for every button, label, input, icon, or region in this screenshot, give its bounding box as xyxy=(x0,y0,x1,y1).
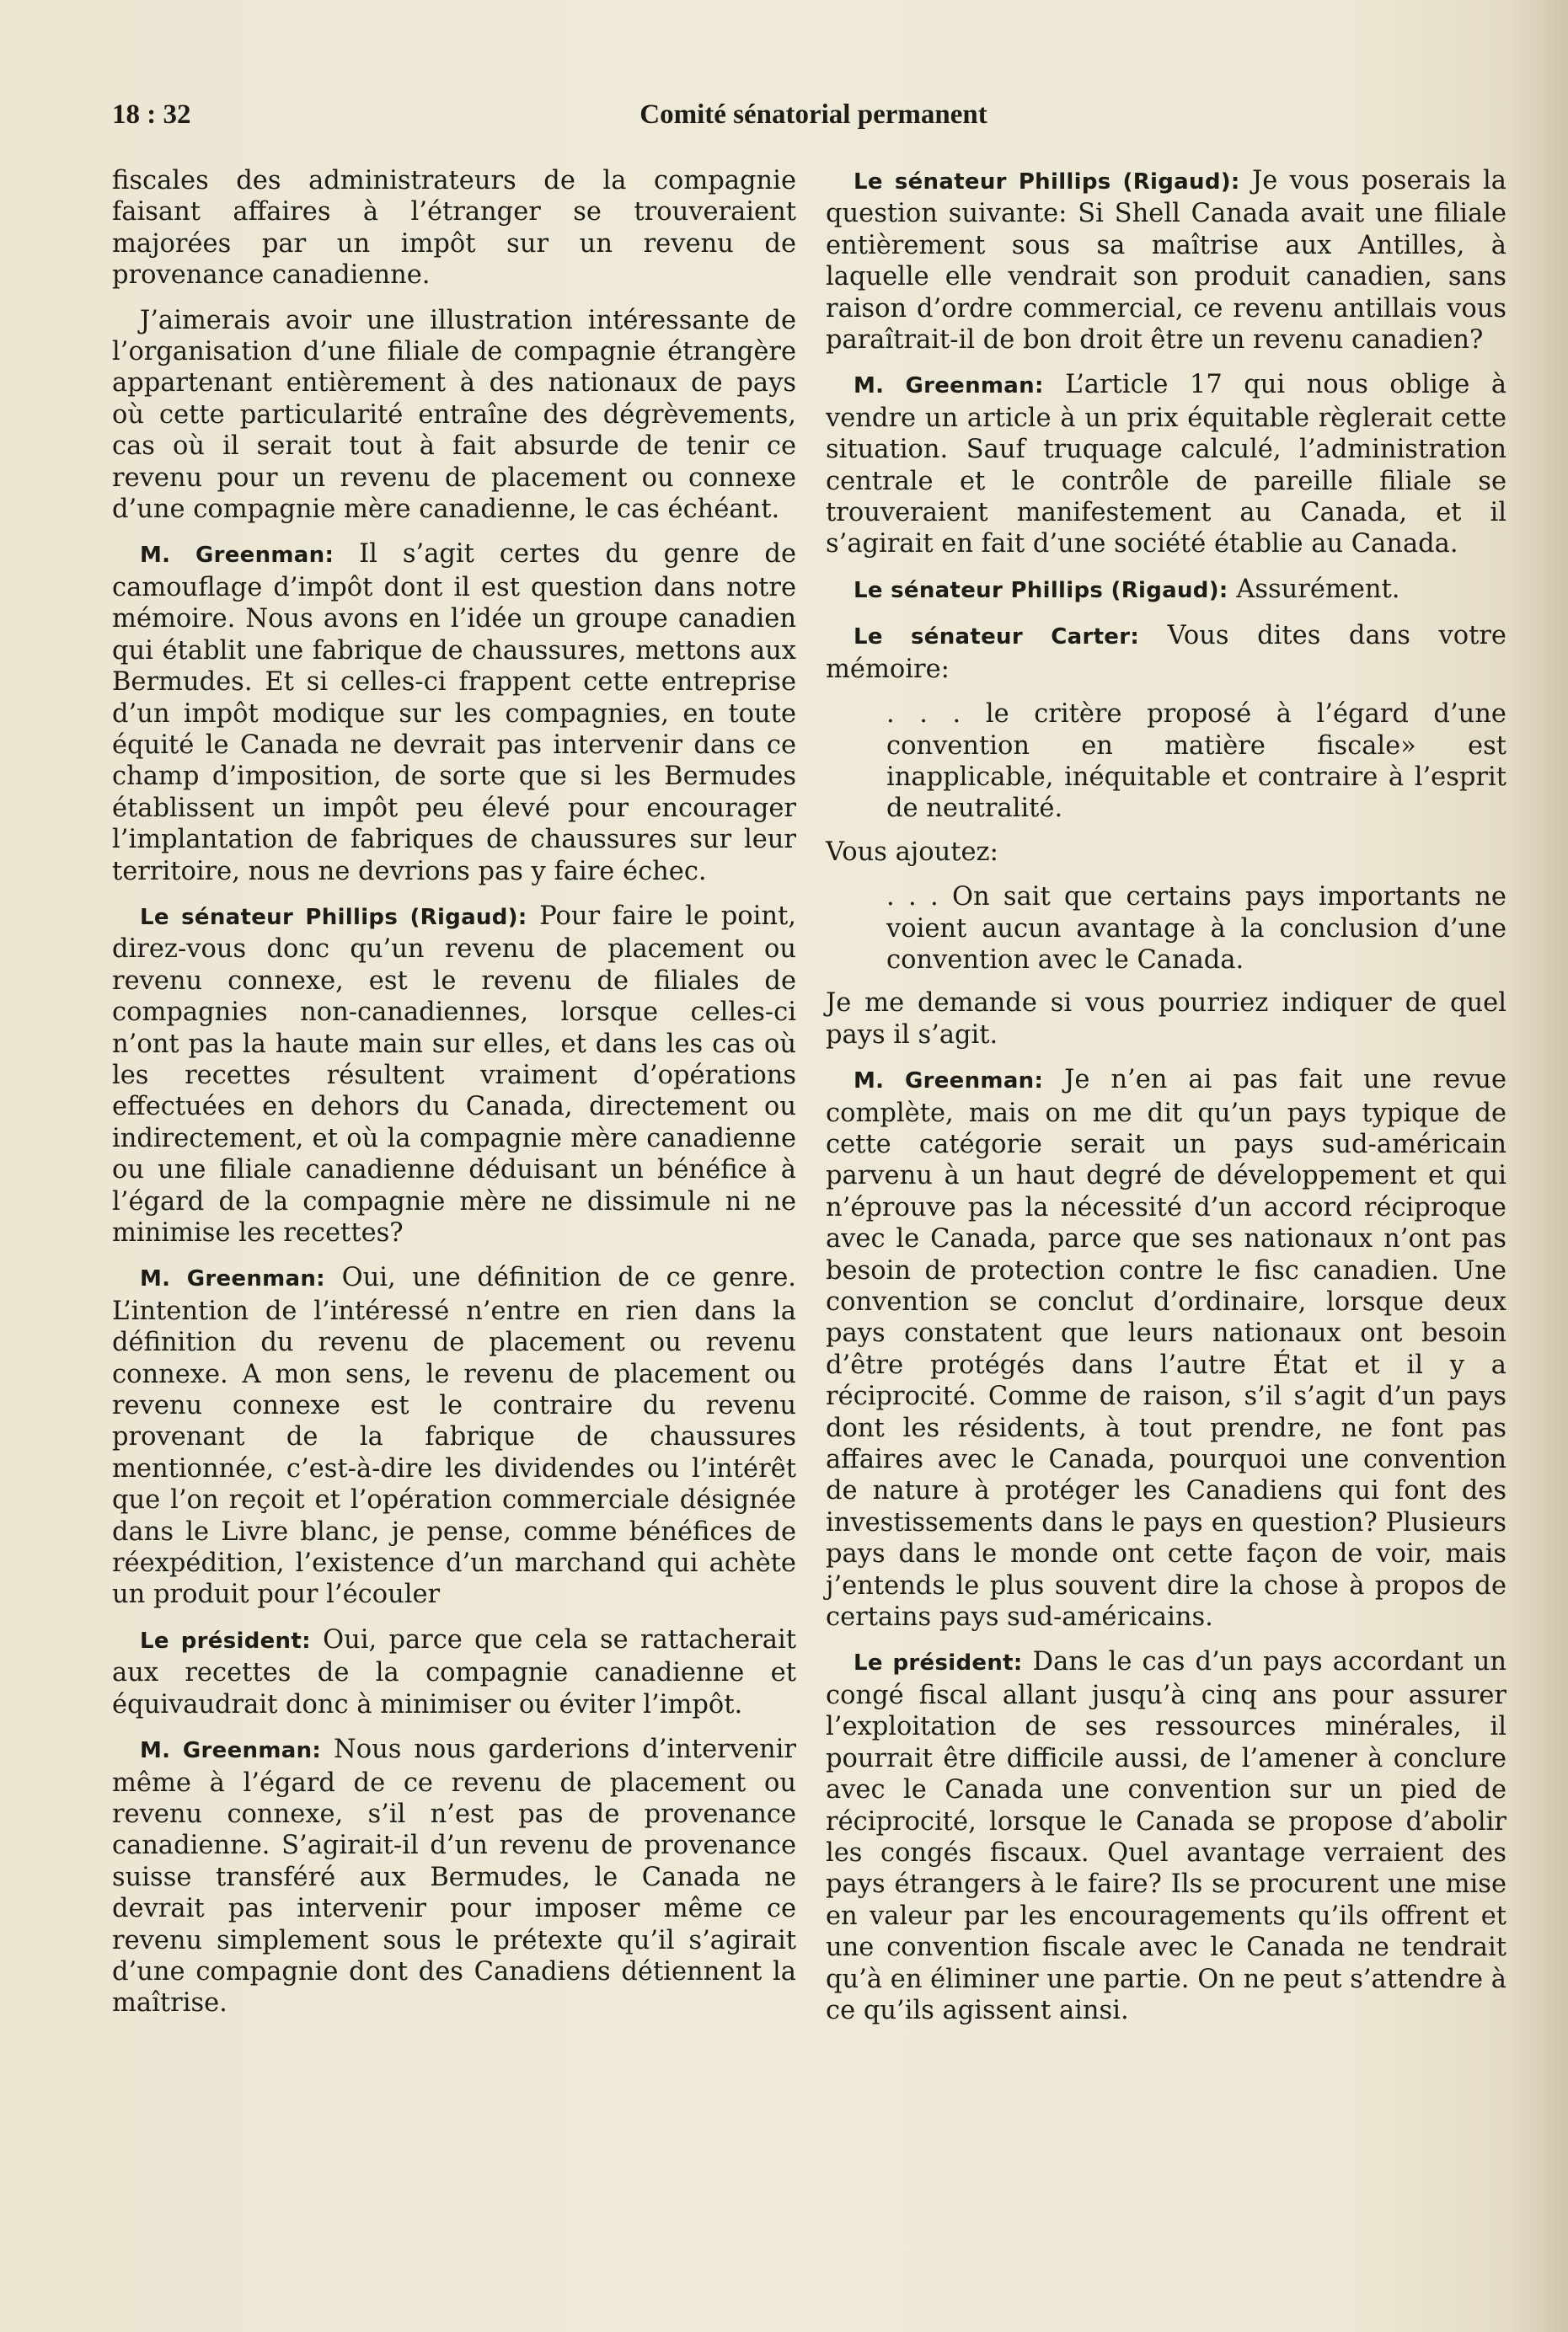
speaker-name: M. Greenman: xyxy=(854,1068,1044,1094)
speaker-paragraph xyxy=(826,1064,1506,1633)
paragraph-text: Vous ajoutez: xyxy=(826,837,998,867)
speaker-paragraph xyxy=(112,538,796,886)
paragraph-text: Pour faire le point, direz-vous donc qu’un revenu de placement ou revenu connexe, est le revenu de filiales de compagnies non-canadiennes, lorsque celles-ci n’ont pas la haute main sur elles, et dans les cas où les recettes résultent vraiment d’opérations effectuées en dehors du Canada, directement ou indirectement, et où la compagnie mère canadienne ou une filiale canadienne déduisant un bénéfice à l’égard de la compagnie mère ne dissimule ni ne minimise les recettes? xyxy=(112,901,797,1248)
paragraph-text: Je vous poserais la question suivante: Si Shell Canada avait une filiale entièrement sous sa maîtrise aux Antilles, à laquelle elle vendrait son produit canadien, sans raison d’ordre commercial, ce revenu antillais vous paraîtrait-il de bon droit être un revenu canadien? xyxy=(826,166,1506,356)
speaker-name: Le président: xyxy=(854,1650,1023,1677)
speaker-paragraph xyxy=(826,369,1506,559)
paragraph xyxy=(112,165,796,292)
paragraph-text: J’aimerais avoir une illustration intéressante de l’organisation d’une filiale de compagnie étrangère appartenant entièrement à des nationaux de pays où cette particularité entraîne des dégrèvements, cas où il serait tout à fait absurde de tenir ce revenu pour un revenu de placement ou connexe d’une compagnie mère canadienne, le cas échéant. xyxy=(112,305,796,525)
speaker-name: Le sénateur Phillips (Rigaud): xyxy=(140,904,527,930)
paragraph-text: Je me demande si vous pourriez indiquer de quel pays il s’agit. xyxy=(826,988,1506,1050)
speaker-name: Le sénateur Phillips (Rigaud): xyxy=(854,577,1228,603)
paragraph-text: Assurément. xyxy=(1236,574,1400,604)
paragraph-text: Nous nous garderions d’intervenir même à l’égard de ce revenu de placement ou revenu connexe, s’il n’est pas de provenance canadienne. S’agirait-il d’un revenu de provenance suisse transféré aux Bermudes, le Canada ne devrait pas intervenir pour imposer même ce revenu simplement sous le prétexte qu’il s’agirait d’une compagnie dont des Canadiens détiennent la maîtrise. xyxy=(112,1735,796,2019)
speaker-name: M. Greenman: xyxy=(140,1266,325,1292)
speaker-paragraph xyxy=(826,1646,1506,2026)
page-header xyxy=(112,99,1515,142)
speaker-name: M. Greenman: xyxy=(854,373,1044,399)
speaker-name: M. Greenman: xyxy=(140,1738,322,1764)
speaker-paragraph xyxy=(826,165,1506,356)
speaker-name: Le sénateur Carter: xyxy=(854,624,1140,650)
speaker-paragraph xyxy=(826,574,1506,607)
speaker-name: M. Greenman: xyxy=(140,543,334,569)
speaker-name: Le président: xyxy=(140,1628,311,1654)
paragraph-text: Oui, une définition de ce genre. L’intention de l’intéressé n’entre en rien dans la définition du revenu de placement ou revenu connexe. A mon sens, le revenu de placement ou revenu connexe est le contraire du revenu provenant de la fabrique de chaussures mentionnée, c’est-à-dire les dividendes ou l’intérêt que l’on reçoit et l’opération commerciale désignée dans le Livre blanc, je pense, comme bénéfices de réexpédition, l’existence d’un marchand qui achète un produit pour l’écouler xyxy=(112,1263,796,1610)
paragraph xyxy=(826,837,1506,868)
paragraph-text: Oui, parce que cela se rattacherait aux recettes de la compagnie canadienne et équivaudrait donc à minimiser ou éviter l’impôt. xyxy=(112,1624,796,1720)
page-number: 18 : 32 xyxy=(112,99,191,130)
speaker-paragraph xyxy=(112,901,796,1249)
speaker-paragraph xyxy=(112,1262,796,1610)
paragraph-text: Dans le cas d’un pays accordant un congé fiscal allant jusqu’à cinq ans pour assurer l’exploitation de ses ressources minérales, il pourrait être difficile aussi, de l’amener à conclure avec le Canada une convention sur un pied de réciprocité, lorsque le Canada se propose d’abolir les congés fiscaux. Quel avantage verraient des pays étrangers à le faire? Ils se procurent une mise en valeur par les encouragements qu’ils offrent et une convention fiscale avec le Canada ne tendrait qu’à en éliminer une partie. On ne peut s’attendre à ce qu’ils agissent ainsi. xyxy=(826,1647,1506,2025)
paragraph-text: Vous dites dans votre mémoire: xyxy=(826,621,1506,684)
quotation xyxy=(886,881,1506,976)
left-column xyxy=(112,165,796,2033)
paragraph xyxy=(826,987,1506,1051)
speaker-paragraph xyxy=(826,620,1506,685)
speaker-paragraph xyxy=(112,1624,796,1720)
running-title: Comité sénatorial permanent xyxy=(640,99,987,130)
paragraph xyxy=(112,305,796,526)
right-column xyxy=(826,165,1506,2040)
paragraph-text: fiscales des administrateurs de la compagnie faisant affaires à l’étranger se trouveraient majorées par un impôt sur un revenu de provenance canadienne. xyxy=(112,166,796,291)
paragraph-text: . . . le critère proposé à l’égard d’une convention en matière fiscale» est inapplicable, inéquitable et contraire à l’esprit de neutralité. xyxy=(886,699,1506,824)
speaker-name: Le sénateur Phillips (Rigaud): xyxy=(854,169,1240,195)
paragraph-text: . . . On sait que certains pays importants ne voient aucun avantage à la conclusion d’une convention avec le Canada. xyxy=(886,882,1506,975)
quotation xyxy=(886,698,1506,825)
paragraph-text: Je n’en ai pas fait une revue complète, mais on me dit qu’un pays typique de cette catégorie serait un pays sud-américain parvenu à un haut degré de développement et qui n’éprouve pas la nécessité d’un accord réciproque avec le Canada, parce que ses nationaux n’ont pas besoin de protection contre le fisc canadien. Une convention se conclut d’ordinaire, lorsque deux pays constatent que leurs nationaux ont besoin d’être protégés dans l’autre État et il y a réciprocité. Comme de raison, s’il s’agit d’un pays dont les résidents, à tout prendre, ne font pas affaires avec le Canada, pourquoi une convention de nature à protéger les Canadiens qui font des investissements dans le pays en question? Plusieurs pays dans le monde ont cette façon de voir, mais j’entends le plus souvent dire la chose à propos de certains pays sud-américains. xyxy=(826,1065,1506,1633)
speaker-paragraph xyxy=(112,1734,796,2019)
paragraph-text: L’article 17 qui nous oblige à vendre un article à un prix équitable règlerait cette situation. Sauf truquage calculé, l’administration centrale et le contrôle de pareille filiale se trouveraient manifestement au Canada, et il s’agirait en fait d’une société établie au Canada. xyxy=(826,370,1507,559)
paragraph-text: Il s’agit certes du genre de camouflage d’impôt dont il est question dans notre mémoire. Nous avons en l’idée un groupe canadien qui établit une fabrique de chaussures, mettons aux Bermudes. Et si celles-ci frappent cette entreprise d’un impôt modique sur les compagnies, en toute équité le Canada ne devrait pas intervenir dans ce champ d’imposition, de sorte que si les Bermudes établissent un impôt peu élevé pour encourager l’implantation de fabriques de chaussures sur leur territoire, nous ne devrions pas y faire échec. xyxy=(112,539,796,886)
